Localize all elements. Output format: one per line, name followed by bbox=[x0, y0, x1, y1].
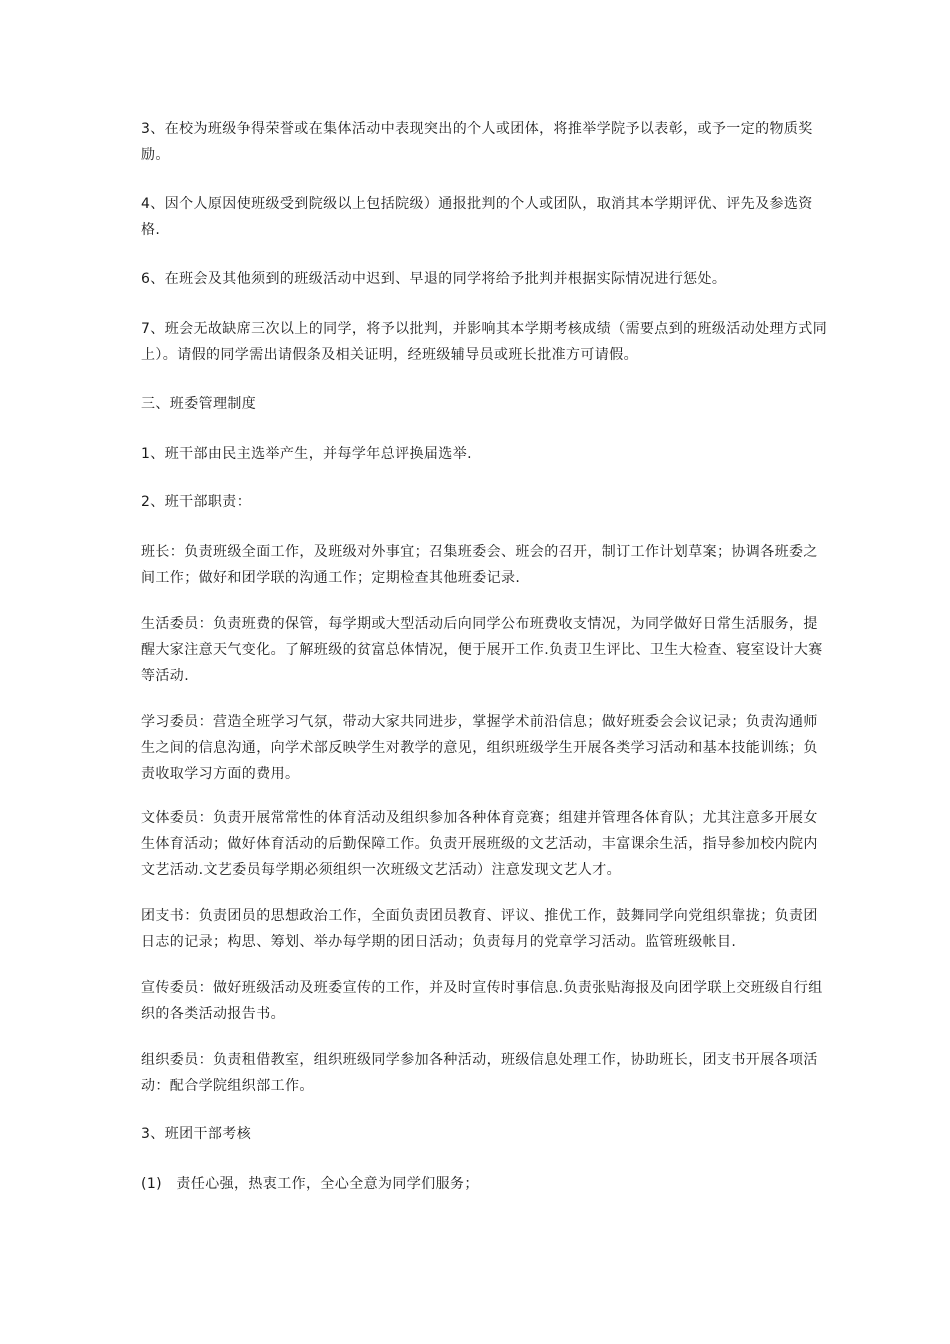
paragraph-assessment-1: (1) 责任心强，热衷工作，全心全意为同学们服务； bbox=[141, 1176, 479, 1192]
paragraph-rule-7: 7、班会无故缺席三次以上的同学，将予以批判，并影响其本学期考核成绩（需要点到的班级活动处理方式同上）。请假的同学需出请假条及相关证明，经班级辅导员或班长批准方可请假。 bbox=[141, 321, 828, 363]
paragraph-rule-3: 3、在校为班级争得荣誉或在集体活动中表现突出的个人或团体，将推举学院予以表彰，或予一定的物质奖励。 bbox=[141, 121, 813, 163]
paragraph-publicity-committee: 宣传委员：做好班级活动及班委宣传的工作，并及时宣传时事信息.负责张贴海报及向团学联上交班级自行组织的各类活动报告书。 bbox=[141, 980, 823, 1022]
paragraph-committee-2: 2、班干部职责： bbox=[141, 494, 252, 510]
paragraph-study-committee: 学习委员：营造全班学习气氛，带动大家共同进步，掌握学术前沿信息；做好班委会会议记录；负责沟通师生之间的信息沟通，向学术部反映学生对教学的意见，组织班级学生开展各类学习活动和基本技能训练；负责收取学习方面的费用。 bbox=[141, 714, 818, 782]
section-heading-committee: 三、班委管理制度 bbox=[141, 396, 257, 412]
paragraph-rule-6: 6、在班会及其他须到的班级活动中迟到、早退的同学将给予批判并根据实际情况进行惩处。 bbox=[141, 271, 727, 287]
paragraph-sports-committee: 文体委员：负责开展常常性的体育活动及组织参加各种体育竞赛；组建并管理各体育队；尤其注意多开展女生体育活动；做好体育活动的后勤保障工作。负责开展班级的文艺活动，丰富课余生活，指导参加校内院内文艺活动.文艺委员每学期必须组织一次班级文艺活动）注意发现文艺人才。 bbox=[141, 810, 818, 878]
paragraph-league-secretary: 团支书：负责团员的思想政治工作，全面负责团员教育、评议、推优工作，鼓舞同学向党组织靠拢；负责团日志的记录；构思、筹划、举办每学期的团日活动；负责每月的党章学习活动。监管班级帐目. bbox=[141, 908, 818, 950]
paragraph-rule-4: 4、因个人原因使班级受到院级以上包括院级）通报批判的个人或团队，取消其本学期评优、评先及参选资格. bbox=[141, 196, 813, 238]
paragraph-organization-committee: 组织委员：负责租借教室，组织班级同学参加各种活动，班级信息处理工作，协助班长，团支书开展各项活动：配合学院组织部工作。 bbox=[141, 1052, 818, 1094]
paragraph-life-committee: 生活委员：负责班费的保管，每学期或大型活动后向同学公布班费收支情况，为同学做好日常生活服务，提醒大家注意天气变化。了解班级的贫富总体情况，便于展开工作.负责卫生评比、卫生大检查、寝室设计大赛等活动. bbox=[141, 616, 823, 684]
section-heading-assessment: 3、班团干部考核 bbox=[141, 1126, 252, 1142]
paragraph-committee-1: 1、班干部由民主选举产生，并每学年总评换届选举. bbox=[141, 446, 472, 462]
paragraph-class-monitor: 班长：负责班级全面工作，及班级对外事宜；召集班委会、班会的召开，制订工作计划草案；协调各班委之间工作；做好和团学联的沟通工作；定期检查其他班委记录. bbox=[141, 544, 818, 586]
